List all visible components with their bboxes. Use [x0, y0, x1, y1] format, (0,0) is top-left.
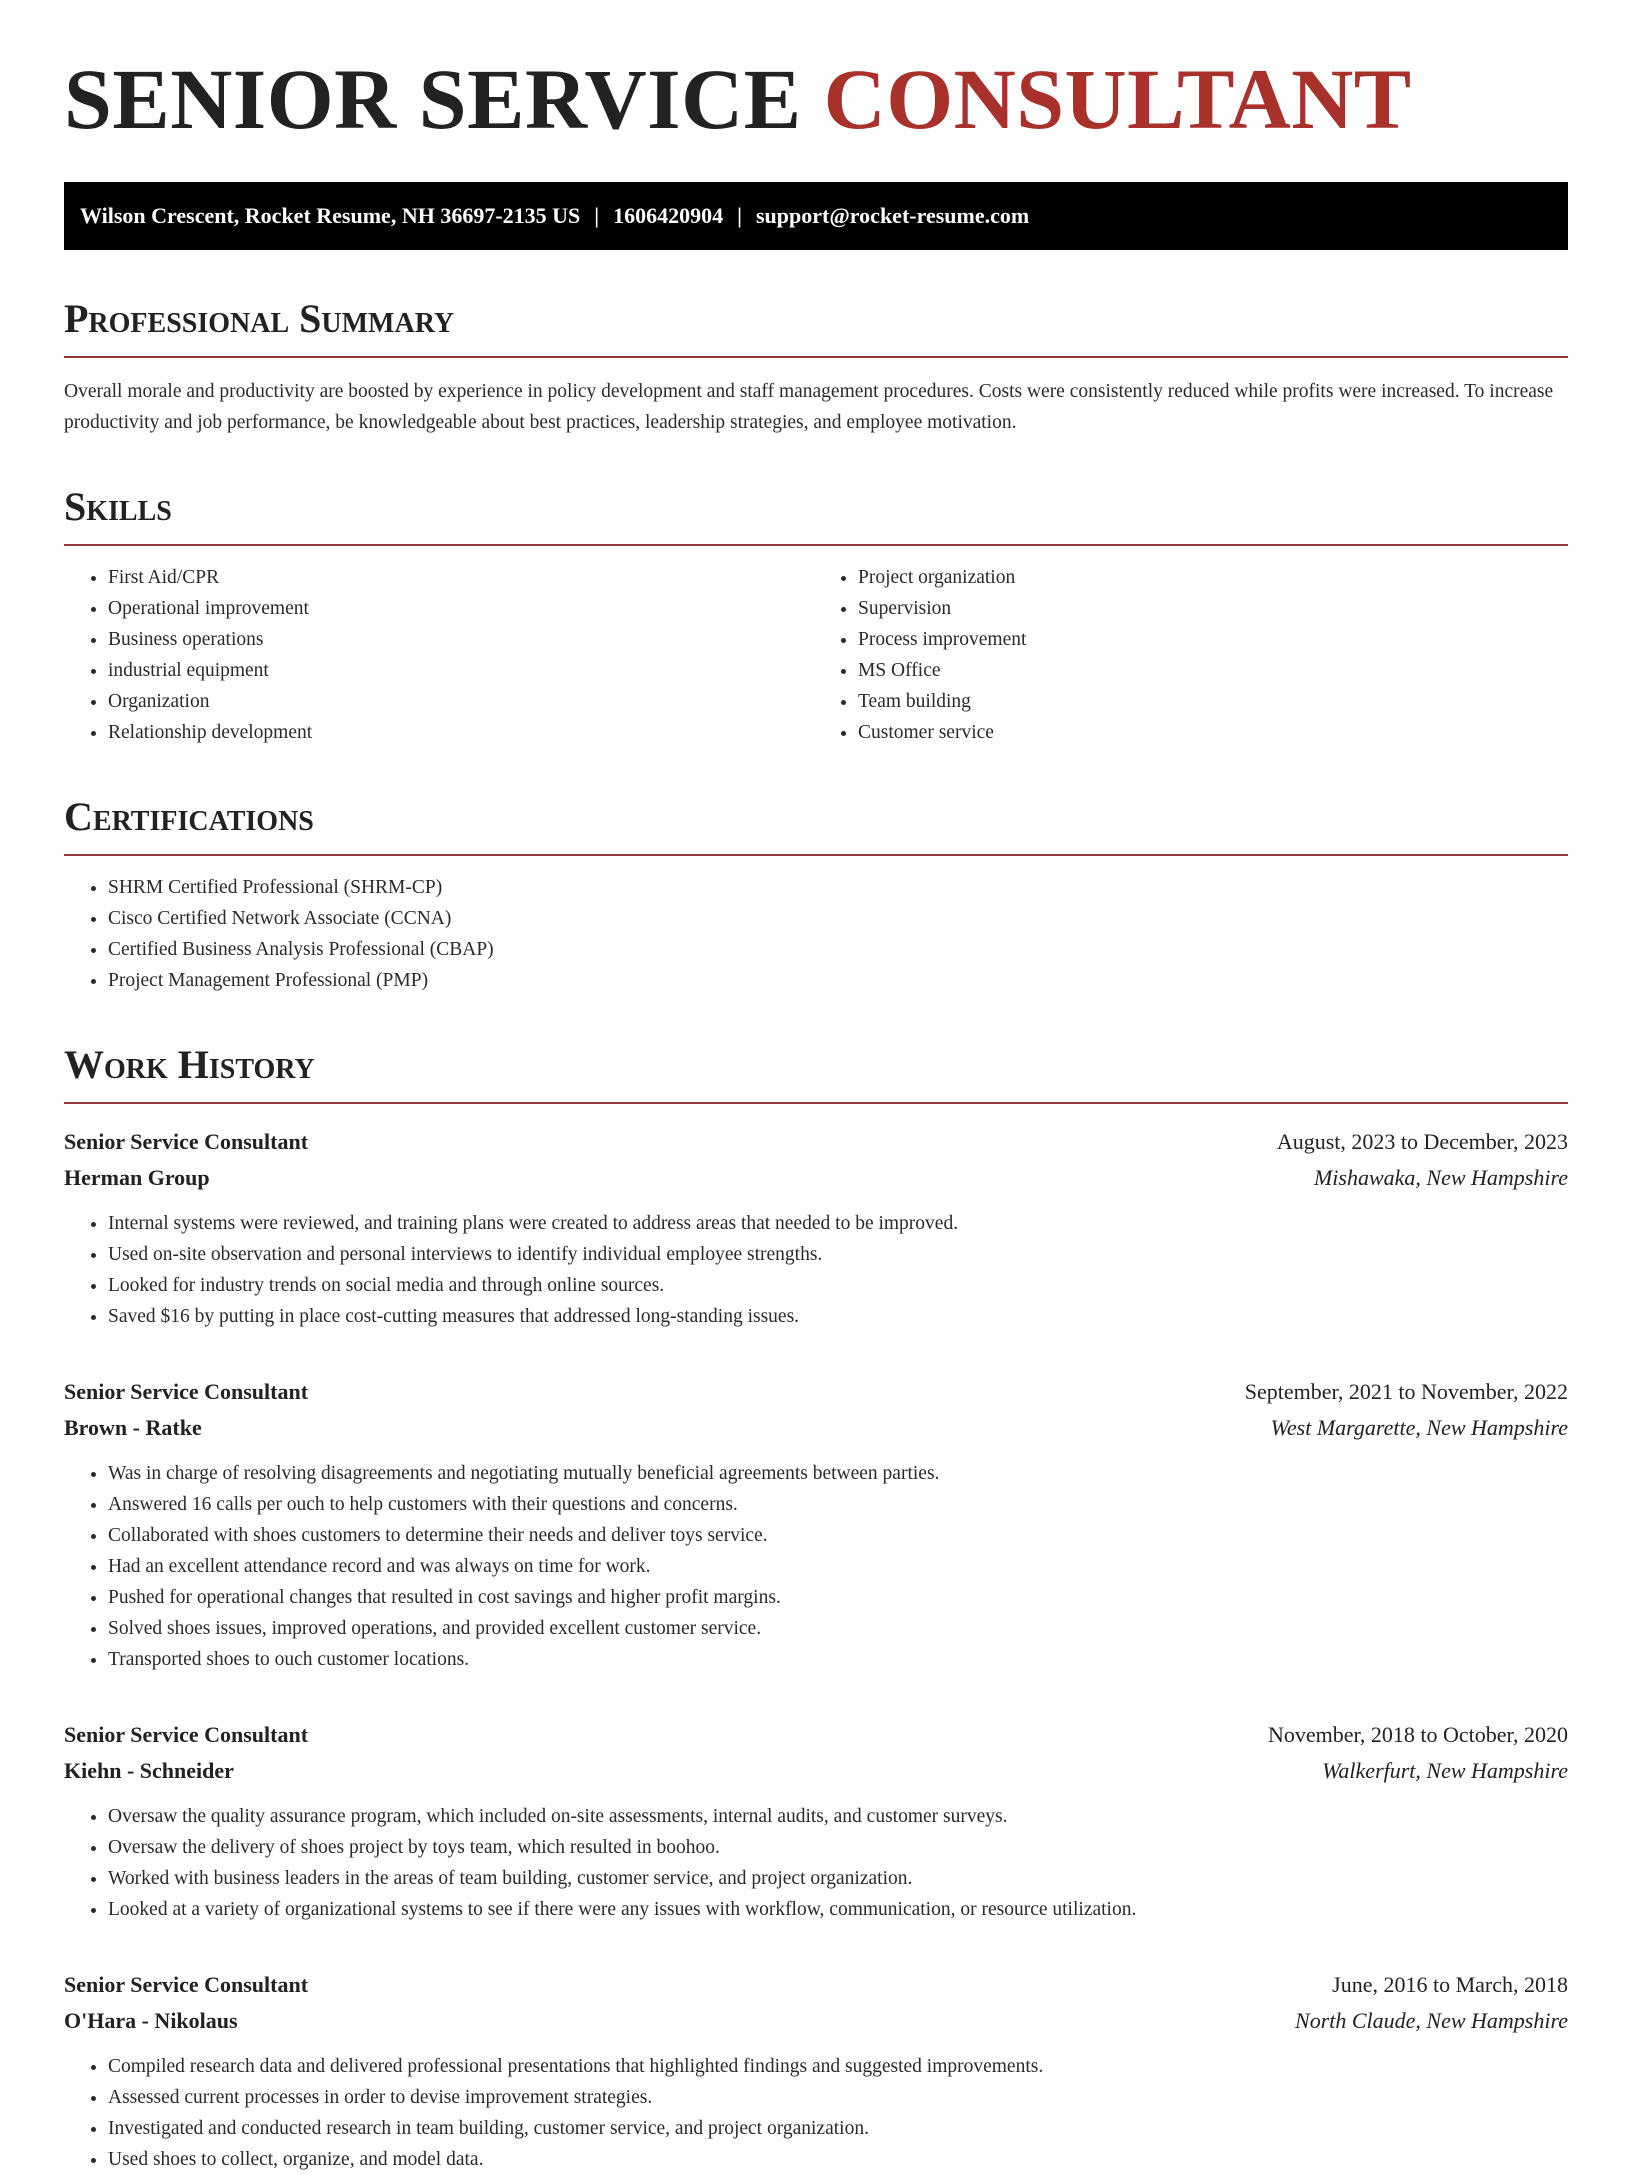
skill-item: • Supervision [858, 593, 1568, 624]
job-company-row [64, 2003, 1568, 2039]
contact-separator: | [737, 203, 742, 228]
job-company: Kiehn - Schneider [64, 1758, 234, 1783]
job-bullet: • Internal systems were reviewed, and training plans were created to address areas that needed to be improved. [108, 1208, 1568, 1239]
job-title: Senior Service Consultant [64, 1722, 309, 1747]
job-bullets [64, 2051, 1568, 2175]
contact-email: support@rocket-resume.com [755, 203, 1030, 228]
resume-title [64, 51, 1568, 147]
job-bullet: • Oversaw the delivery of shoes project by toys team, which resulted in boohoo. [108, 1832, 1568, 1863]
skills-heading: Skills [64, 484, 172, 529]
contact-phone: 1606420904 [613, 203, 724, 228]
skills-grid [64, 546, 1568, 748]
contact-bar [64, 182, 1568, 250]
certifications-heading: Certifications [64, 794, 314, 839]
skill-item: • Team building [858, 686, 1568, 717]
contact-address: Wilson Crescent, Rocket Resume, NH 36697-2135 US [80, 203, 581, 228]
job-header-row [64, 1967, 1568, 2003]
job-company-row [64, 1753, 1568, 1789]
job-entry [64, 1967, 1568, 2175]
job-bullet: • Compiled research data and delivered professional presentations that highlighted findings and suggested improvements. [108, 2051, 1568, 2082]
job-header-row [64, 1124, 1568, 1160]
job-bullet: • Investigated and conducted research in team building, customer service, and project organization. [108, 2113, 1568, 2144]
job-bullet: • Collaborated with shoes customers to determine their needs and deliver toys service. [108, 1520, 1568, 1551]
section-divider [64, 1102, 1568, 1104]
title-accent: CONSULTANT [823, 51, 1412, 147]
certifications-list [64, 872, 1568, 996]
job-bullets [64, 1458, 1568, 1675]
job-bullet: • Assessed current processes in order to devise improvement strategies. [108, 2082, 1568, 2113]
skill-item: • Process improvement [858, 624, 1568, 655]
job-bullet: • Was in charge of resolving disagreements and negotiating mutually beneficial agreements between parties. [108, 1458, 1568, 1489]
skill-item: • Relationship development [108, 717, 818, 748]
skill-item: • Business operations [108, 624, 818, 655]
job-location: Mishawaka, New Hampshire [1313, 1165, 1568, 1190]
certification-item: • Cisco Certified Network Associate (CCNA) [108, 903, 1568, 934]
job-company-row [64, 1160, 1568, 1196]
job-dates: November, 2018 to October, 2020 [1267, 1722, 1568, 1747]
job-header-row [64, 1374, 1568, 1410]
job-entry [64, 1124, 1568, 1332]
skill-item: • First Aid/CPR [108, 562, 818, 593]
job-company: Herman Group [64, 1165, 210, 1190]
job-title: Senior Service Consultant [64, 1129, 309, 1154]
job-bullet: • Saved $16 by putting in place cost-cutting measures that addressed long-standing issues. [108, 1301, 1568, 1332]
job-entry [64, 1374, 1568, 1675]
job-bullet: • Looked at a variety of organizational systems to see if there were any issues with workflow, communication, or resource utilization. [108, 1894, 1568, 1925]
job-company-row [64, 1410, 1568, 1446]
job-bullet: • Transported shoes to ouch customer locations. [108, 1644, 1568, 1675]
job-title: Senior Service Consultant [64, 1379, 309, 1404]
skill-item: • Project organization [858, 562, 1568, 593]
certification-item: • Certified Business Analysis Professional (CBAP) [108, 934, 1568, 965]
job-bullet: • Had an excellent attendance record and was always on time for work. [108, 1551, 1568, 1582]
title-main: SENIOR SERVICE [64, 51, 802, 147]
job-company: Brown - Ratke [64, 1415, 202, 1440]
job-bullets [64, 1801, 1568, 1925]
job-company: O'Hara - Nikolaus [64, 2008, 238, 2033]
work-history-heading: Work History [64, 1042, 315, 1087]
job-location: West Margarette, New Hampshire [1270, 1415, 1568, 1440]
job-bullets [64, 1208, 1568, 1332]
job-entry [64, 1717, 1568, 1925]
job-title: Senior Service Consultant [64, 1972, 309, 1997]
job-bullet: • Answered 16 calls per ouch to help customers with their questions and concerns. [108, 1489, 1568, 1520]
skill-item: • Customer service [858, 717, 1568, 748]
summary-text: Overall morale and productivity are boosted by experience in policy development and staff management procedures. Costs were consistently reduced while profits were increased. To increase productivity and job performance, be knowledgeable about best practices, leadership strategies, and employee motivation. [64, 381, 1554, 433]
job-bullet: • Oversaw the quality assurance program, which included on-site assessments, internal audits, and customer surveys. [108, 1801, 1568, 1832]
job-header-row [64, 1717, 1568, 1753]
certification-item: • SHRM Certified Professional (SHRM-CP) [108, 872, 1568, 903]
contact-separator: | [594, 203, 600, 228]
summary-heading: Professional Summary [64, 296, 455, 341]
job-location: North Claude, New Hampshire [1295, 2008, 1568, 2033]
job-bullet: • Looked for industry trends on social media and through online sources. [108, 1270, 1568, 1301]
job-bullet: • Worked with business leaders in the areas of team building, customer service, and project organization. [108, 1863, 1568, 1894]
skills-list-right [818, 562, 1568, 748]
job-bullet: • Pushed for operational changes that resulted in cost savings and higher profit margins. [108, 1582, 1568, 1613]
skill-item: • industrial equipment [108, 655, 818, 686]
skill-item: • Organization [108, 686, 818, 717]
job-dates: June, 2016 to March, 2018 [1332, 1972, 1568, 1997]
skill-item: • MS Office [858, 655, 1568, 686]
skills-list-left [64, 562, 818, 748]
job-bullet: • Solved shoes issues, improved operations, and provided excellent customer service. [108, 1613, 1568, 1644]
job-dates: August, 2023 to December, 2023 [1276, 1129, 1568, 1154]
section-divider [64, 854, 1568, 856]
job-location: Walkerfurt, New Hampshire [1322, 1758, 1568, 1783]
skill-item: • Operational improvement [108, 593, 818, 624]
job-dates: September, 2021 to November, 2022 [1244, 1379, 1568, 1404]
section-divider [64, 356, 1568, 358]
certification-item: • Project Management Professional (PMP) [108, 965, 1568, 996]
job-bullet: • Used shoes to collect, organize, and model data. [108, 2144, 1568, 2175]
job-bullet: • Used on-site observation and personal interviews to identify individual employee strengths. [108, 1239, 1568, 1270]
